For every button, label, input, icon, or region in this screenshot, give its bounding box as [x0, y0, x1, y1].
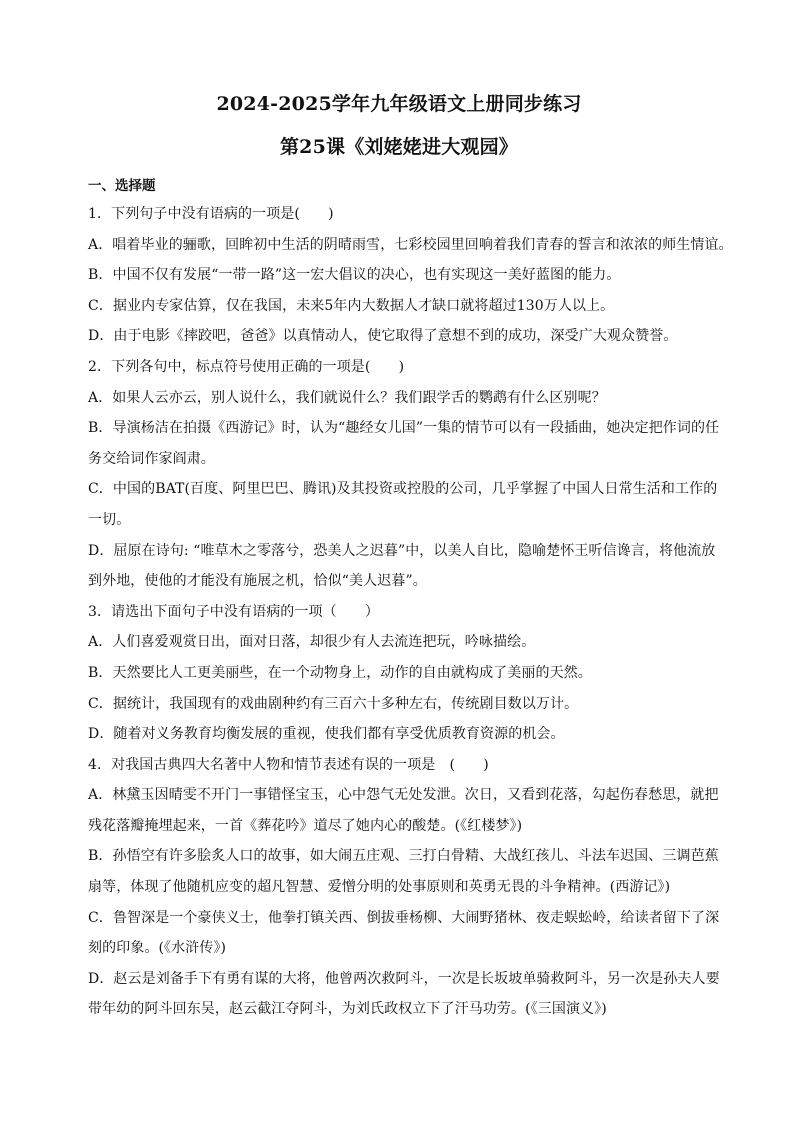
text-line: D．随着对义务教育均衡发展的重视，使我们都有享受优质教育资源的机会。: [88, 726, 565, 743]
text-line: A．林黛玉因晴雯不开门一事错怪宝玉，心中怨气无处发泄。次日，又看到花落，勾起伤春愁思，就把: [88, 787, 719, 804]
text-line: A．唱着毕业的骊歌，回眸初中生活的阴晴雨雪，七彩校园里回响着我们青春的誓言和浓浓的师生情谊。: [88, 236, 733, 253]
question-list: [88, 199, 733, 1025]
text-line: 一切。: [88, 511, 131, 528]
text-line: C．据业内专家估算，仅在我国，未来5年内大数据人才缺口就将超过130万人以上。: [88, 297, 615, 314]
document-title: 2024-2025学年九年级语文上册同步练习: [216, 93, 582, 115]
text-line: 扇等，体现了他随机应变的超凡智慧、爱憎分明的处事原则和英勇无畏的斗争精神。(西游记》): [88, 879, 671, 896]
text-line: D．赵云是刘备手下有勇有谋的大将，他曾两次救阿斗，一次是长坂坡单骑救阿斗，另一次是孙夫人要: [88, 970, 720, 987]
section-heading: 一、选择题: [88, 178, 156, 194]
text-line: 刻的印象。(《水浒传》): [88, 940, 227, 957]
text-line: 4．对我国古典四大名著中人物和情节表述有误的一项是 ( ): [88, 756, 489, 773]
text-line: C．据统计，我国现有的戏曲剧种约有三百六十多种左右，传统剧目数以万计。: [88, 695, 579, 712]
text-line: 残花落瓣掩埋起来，一首《葬花吟》道尽了她内心的酸楚。(《红楼梦》): [88, 817, 523, 834]
text-line: B．天然要比人工更美丽些，在一个动物身上，动作的自由就构成了美丽的天然。: [88, 664, 592, 681]
text-line: B．中国不仅有发展“一带一路”这一宏大倡议的决心，也有实现这一美好蓝图的能力。: [88, 267, 621, 284]
text-line: 到外地，使他的才能没有施展之机，恰似“美人迟暮”。: [88, 573, 427, 590]
text-line: 3．请选出下面句子中没有语病的一项（ ）: [88, 603, 380, 620]
text-line: 务交给词作家阎肃。: [88, 450, 215, 467]
document-subtitle: 第25课《刘姥姥进大观园》: [279, 136, 519, 158]
text-line: B．导演杨洁在拍摄《西游记》时，认为“趣经女儿国”一集的情节可以有一段插曲，她决定把作词的任: [88, 420, 720, 437]
text-line: C．鲁智深是一个豪侠义士，他拳打镇关西、倒拔垂杨柳、大闹野猪林、夜走蜈蚣岭，给读者留下了深: [88, 909, 720, 926]
text-line: 2．下列各句中，标点符号使用正确的一项是( ): [88, 358, 405, 375]
text-line: A．人们喜爱观赏日出，面对日落，却很少有人去流连把玩，吟咏描绘。: [88, 634, 536, 651]
text-line: C．中国的BAT(百度、阿里巴巴、腾讯)及其投资或控股的公司，几乎掌握了中国人日常生活和工作的: [88, 481, 718, 498]
text-line: D．由于电影《摔跤吧，爸爸》以真情动人，使它取得了意想不到的成功，深受广大观众赞誉。: [88, 328, 678, 345]
text-line: 1．下列句子中没有语病的一项是( ): [88, 206, 334, 222]
text-line: D．屈原在诗句: “唯草木之零落兮，恐美人之迟暮”中，以美人自比，隐喻楚怀王听信谗言，将他流放: [88, 542, 716, 559]
text-line: 带年幼的阿斗回东吴，赵云截江夺阿斗，为刘氏政权立下了汗马功劳。(《三国演义》): [88, 1001, 607, 1018]
text-line: B．孙悟空有许多脍炙人口的故事，如大闹五庄观、三打白骨精、大战红孩儿、斗法车迟国、三调芭蕉: [88, 848, 719, 865]
text-line: A．如果人云亦云，别人说什么，我们就说什么？我们跟学舌的鹦鹉有什么区别呢？: [88, 389, 606, 406]
